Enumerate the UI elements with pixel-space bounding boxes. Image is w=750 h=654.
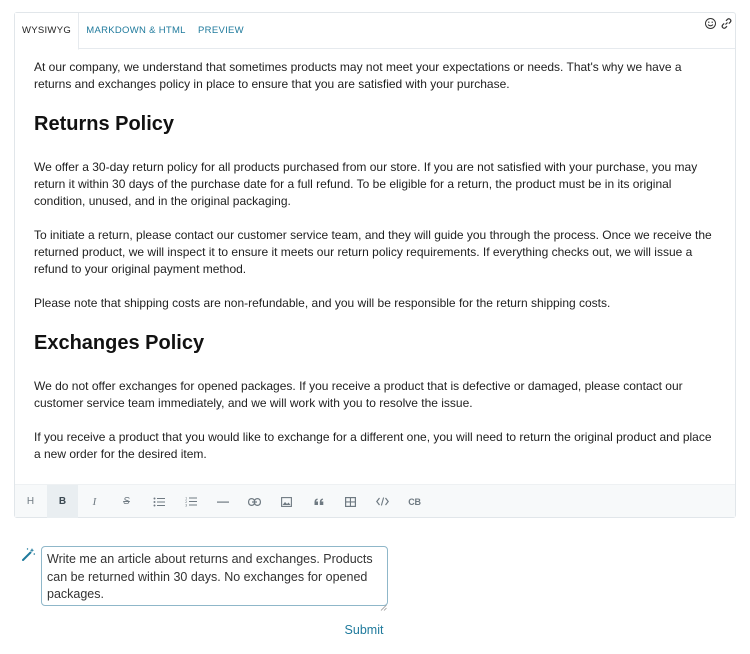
quote-icon [314,498,324,505]
editor-content[interactable] [15,50,735,484]
emoji-icon[interactable] [704,17,717,30]
submit-button[interactable]: Submit [330,621,398,639]
link-button[interactable] [239,485,270,518]
editor-tabs [15,13,735,49]
returns-paragraph-1: We offer a 30-day return policy for all products purchased from our store. If you are not satisfied with your purchase, you may return it within 30 days of the purchase date for a full refund. To be eligible for a return, the product must be in its original condition, unused, and in the original packaging. [34,160,698,208]
table-icon [345,497,356,507]
ai-prompt-input[interactable] [41,546,388,606]
horizontal-rule-button[interactable] [207,485,238,518]
bold-button[interactable]: B [47,485,78,518]
exchanges-paragraph-1: We do not offer exchanges for opened packages. If you receive a product that is defective or damaged, please contact our customer service team immediately, and we will work with you to resolve the issue. [34,379,683,410]
returns-paragraph-2: To initiate a return, please contact our customer service team, and they will guide you through the process. Once we receive the returned product, we will inspect it to ensure it meets our return policy requirements. If everything checks out, we will issue a refund to your original payment method. [34,228,712,276]
svg-text:2: 2 [184,500,187,504]
link-icon[interactable] [720,17,733,30]
svg-text:3: 3 [184,503,187,507]
code-block-button[interactable]: CB [408,496,421,507]
bullet-list-button[interactable] [143,485,174,518]
exchanges-heading: Exchanges Policy [34,332,205,354]
horizontal-rule-icon [217,500,229,504]
exchanges-paragraph-2: If you receive a product that you would like to exchange for a different one, you will need to return the original product and place a new order for the desired item. [34,430,712,461]
quote-button[interactable] [303,485,334,518]
svg-text:1: 1 [184,496,187,501]
resize-handle-icon[interactable] [380,598,387,605]
strikethrough-button[interactable]: S [123,496,130,507]
formatting-toolbar [15,484,735,517]
returns-paragraph-3: Please note that shipping costs are non-refundable, and you will be responsible for the return shipping costs. [34,296,611,310]
code-icon [376,497,389,506]
heading-button[interactable]: H [26,496,35,507]
returns-heading: Returns Policy [34,113,175,135]
italic-button[interactable]: I [92,495,97,508]
image-button[interactable] [271,485,302,518]
markdown-editor [14,12,736,518]
tab-wysiwyg[interactable]: WYSIWYG [15,13,79,50]
magic-wand-icon [21,547,36,562]
table-button[interactable] [335,485,366,518]
tab-preview[interactable]: PREVIEW [198,25,244,36]
code-button[interactable] [367,485,398,518]
link-icon [248,498,261,506]
editor-top-icons [704,17,733,33]
tab-markdown-html[interactable]: MARKDOWN & HTML [86,25,186,36]
bullet-list-icon [153,497,165,507]
intro-paragraph: At our company, we understand that sometimes products may not meet your expectations or needs. That's why we have a returns and exchanges policy in place to ensure that you are satisfied with your purchase. [34,60,682,91]
image-icon [281,497,292,507]
numbered-list-button[interactable] [175,485,206,518]
numbered-list-icon [185,496,197,507]
